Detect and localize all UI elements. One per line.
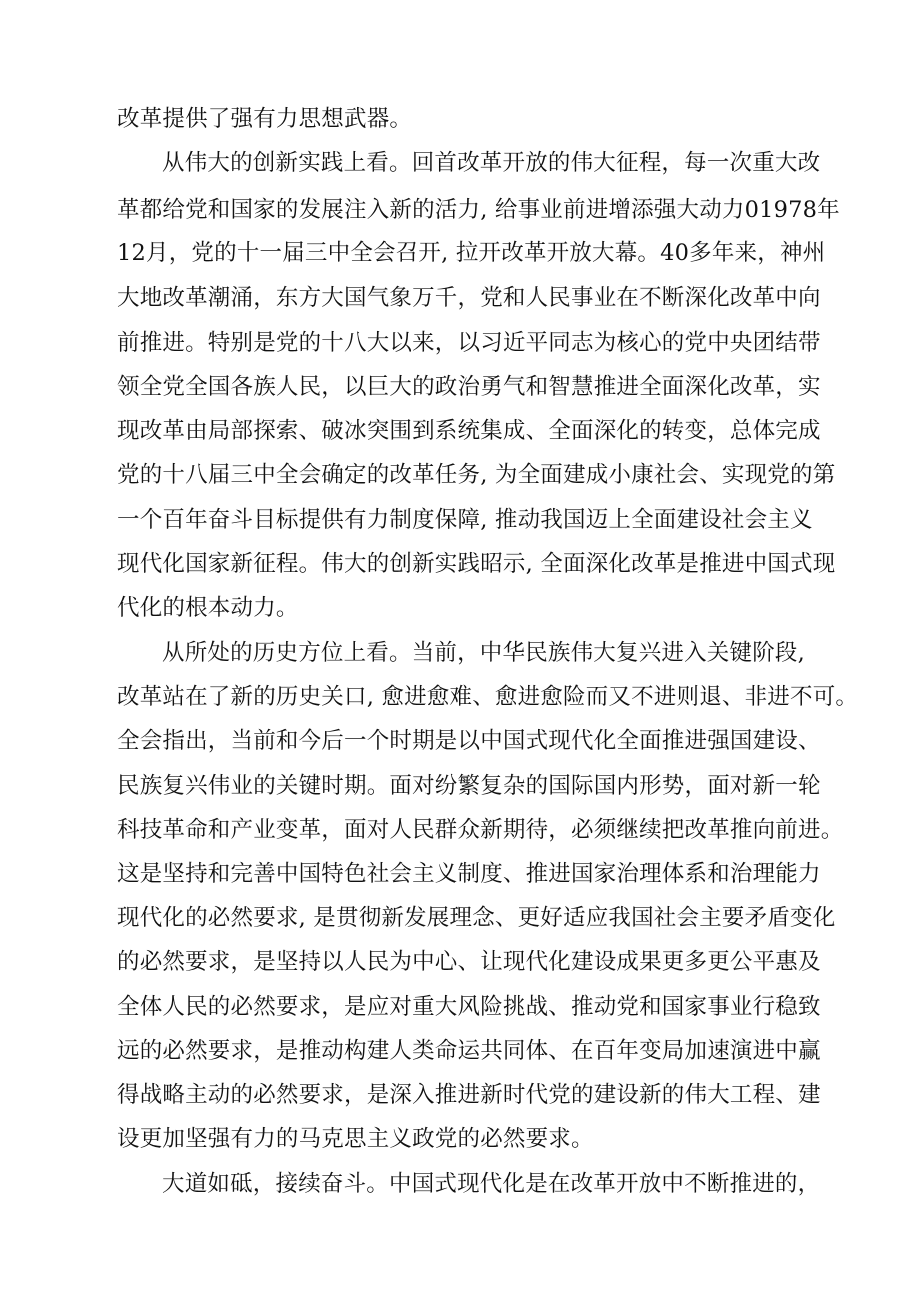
- text-line: 改革站在了新的历史关口, 愈进愈难、愈进愈险而又不进则退、非进不可。: [117, 684, 859, 710]
- text-line: 科技革命和产业变革，面对人民群众新期待，必须继续把改革推向前进。: [117, 817, 844, 843]
- paragraph-start-line: 从伟大的创新实践上看。回首改革开放的伟大征程，每一次重大改: [162, 150, 821, 176]
- text-line: 这是坚持和完善中国特色社会主义制度、推进国家治理体系和治理能力: [117, 861, 821, 887]
- text-line: 民族复兴伟业的关键时期。面对纷繁复杂的国际国内形势，面对新一轮: [117, 773, 821, 799]
- text-line: 12月，党的十一届三中全会召开, 拉开改革开放大幕。40多年来，神州: [117, 240, 826, 266]
- text-line: 远的必然要求，是推动构建人类命运共同体、在百年变局加速演进中赢: [117, 1038, 821, 1064]
- text-line: 现代化国家新征程。伟大的创新实践昭示, 全面深化改革是推进中国式现: [117, 551, 836, 577]
- paragraph-start-line: 大道如砥，接续奋斗。中国式现代化是在改革开放中不断推进的，: [162, 1171, 821, 1197]
- text-line: 革都给党和国家的发展注入新的活力, 给事业前进增添强大动力01978年: [117, 197, 840, 223]
- text-line: 设更加坚强有力的马克思主义政党的必然要求。: [117, 1126, 594, 1152]
- text-line: 现改革由局部探索、破冰突围到系统集成、全面深化的转变，总体完成: [117, 418, 821, 444]
- text-line: 得战略主动的必然要求，是深入推进新时代党的建设新的伟大工程、建: [117, 1082, 821, 1108]
- text-line: 大地改革潮涌，东方大国气象万千，党和人民事业在不断深化改革中向: [117, 285, 821, 311]
- text-line: 党的十八届三中全会确定的改革任务, 为全面建成小康社会、实现党的第: [117, 462, 836, 488]
- text-line: 的必然要求，是坚持以人民为中心、让现代化建设成果更多更公平惠及: [117, 949, 821, 975]
- text-line: 一个百年奋斗目标提供有力制度保障, 推动我国迈上全面建设社会主义: [117, 507, 813, 533]
- paragraph-start-line: 从所处的历史方位上看。当前，中华民族伟大复兴进入关键阶段,: [162, 640, 805, 666]
- text-line: 改革提供了强有力思想武器。: [117, 106, 413, 132]
- text-line: 现代化的必然要求, 是贯彻新发展理念、更好适应我国社会主要矛盾变化: [117, 905, 836, 931]
- text-line: 前推进。特别是党的十八大以来，以习近平同志为核心的党中央团结带: [117, 330, 821, 356]
- text-line: 代化的根本动力。: [117, 595, 299, 621]
- text-line: 全会指出，当前和今后一个时期是以中国式现代化全面推进强国建设、: [117, 728, 821, 754]
- text-line: 领全党全国各族人民，以巨大的政治勇气和智慧推进全面深化改革，实: [117, 374, 821, 400]
- text-line: 全体人民的必然要求，是应对重大风险挑战、推动党和国家事业行稳致: [117, 994, 821, 1020]
